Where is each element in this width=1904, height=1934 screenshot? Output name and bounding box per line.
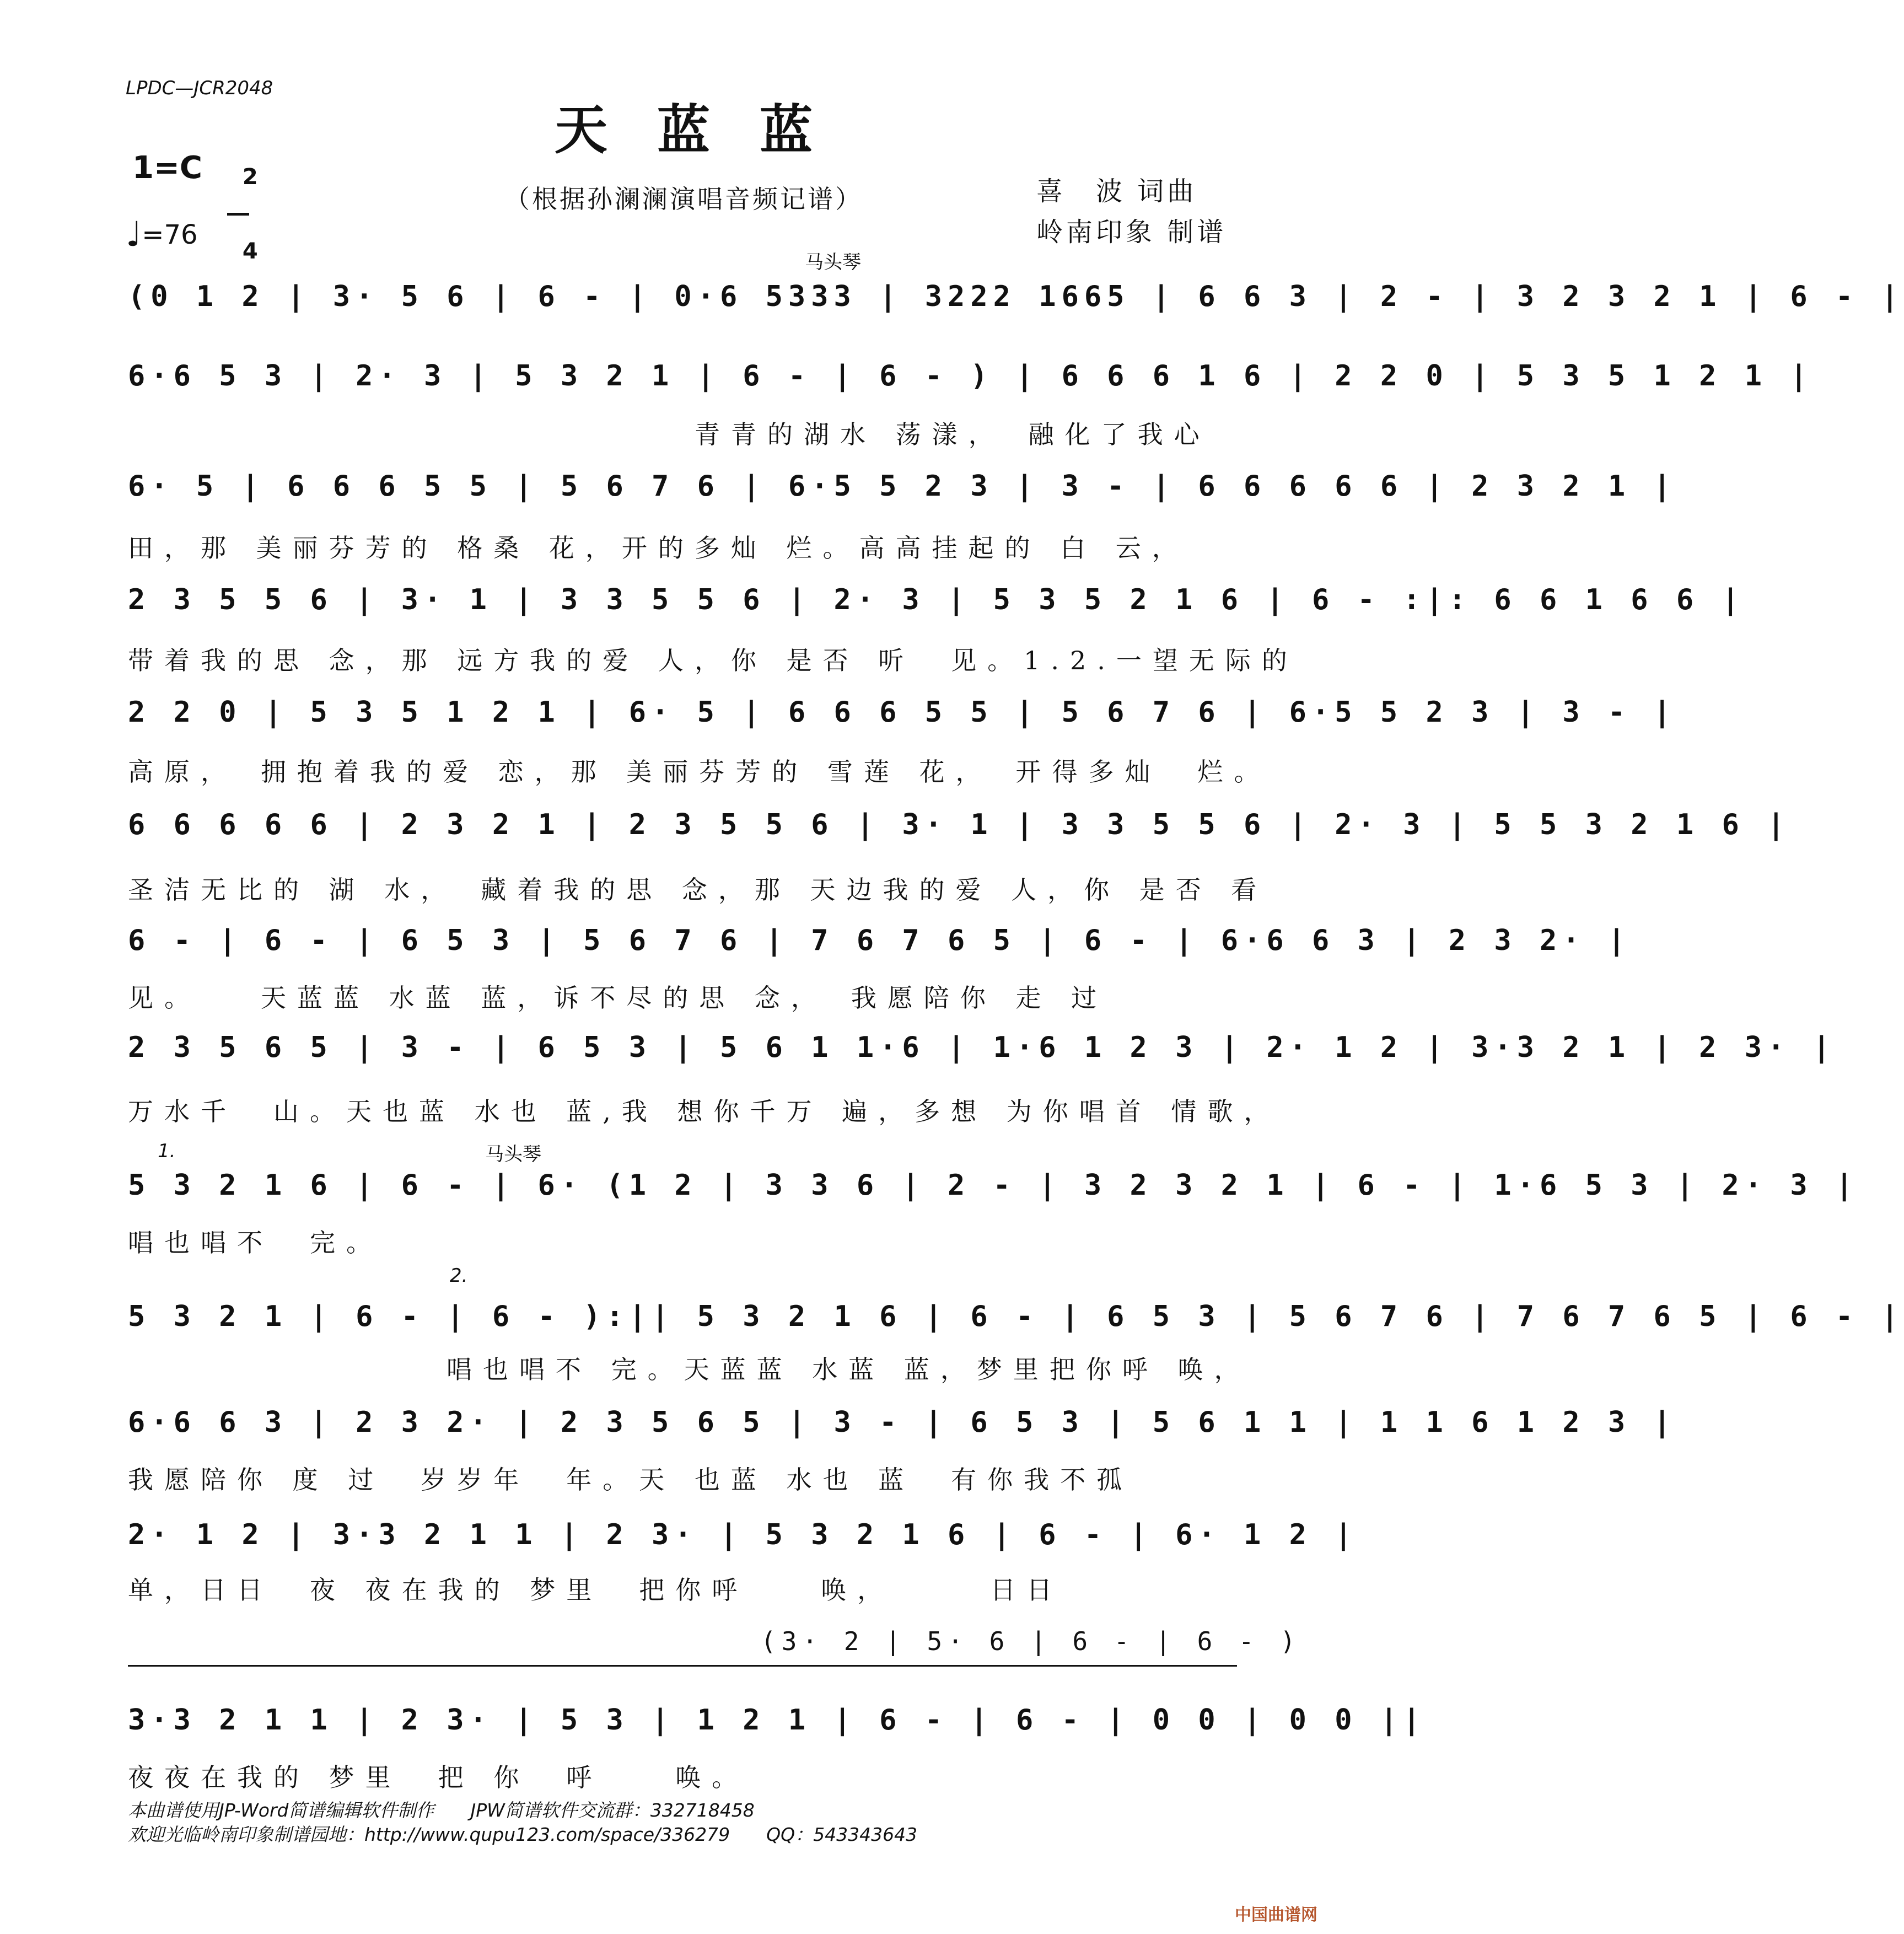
watermark-logo: 中国曲谱网 bbox=[1235, 1905, 1317, 1925]
section-divider bbox=[128, 1665, 1237, 1667]
lyric-line-8: 万水千 山。天也蓝 水也 蓝,我 想你千万 遍，多想 为你唱首 情歌， bbox=[128, 1097, 1281, 1126]
staff-line-6: 6 6 6 6 6 | 2 3 2 1 | 2 3 5 5 6 | 3· 1 | 3 3 5 5 6 | 2· 3 | 5 5 3 2 1 6 | bbox=[128, 808, 1790, 841]
staff-line-7: 6 - | 6 - | 6 5 3 | 5 6 7 6 | 7 6 7 6 5 | 6 - | 6·6 6 3 | 2 3 2· | bbox=[128, 924, 1631, 957]
staff-line-1: (0 1 2 | 3· 5 6 | 6 - | 0·6 5333 | 3222 1665 | 6 6 3 | 2 - | 3 2 3 2 1 | 6 - | bbox=[128, 280, 1904, 313]
second-ending-label: 2. bbox=[450, 1265, 468, 1287]
staff-line-3: 6· 5 | 6 6 6 5 5 | 5 6 7 6 | 6·5 5 2 3 | 3 - | 6 6 6 6 6 | 2 3 2 1 | bbox=[128, 470, 1676, 503]
lyric-line-12: 单，日日 夜 夜在我的 梦里 把你呼 唤， 日日 bbox=[128, 1575, 1063, 1605]
quarter-note-icon: ♩ bbox=[126, 214, 142, 254]
lyric-line-11: 我愿陪你 度 过 岁岁年 年。天 也蓝 水也 蓝 有你我不孤 bbox=[128, 1465, 1133, 1495]
lyric-line-13: 夜夜在我的 梦里 把 你 呼 唤。 bbox=[128, 1763, 749, 1792]
score-code: LPDC—JCR2048 bbox=[126, 77, 273, 99]
staff-line-5: 2 2 0 | 5 3 5 1 2 1 | 6· 5 | 6 6 6 5 5 | 5 6 7 6 | 6·5 5 2 3 | 3 - | bbox=[128, 696, 1676, 729]
meter-top: 2 bbox=[242, 164, 258, 190]
lyric-line-2: 青青的湖水 荡漾， 融化了我心 bbox=[695, 420, 1211, 449]
tempo-value: =76 bbox=[142, 219, 198, 250]
staff-line-13: 3·3 2 1 1 | 2 3· | 5 3 | 1 2 1 | 6 - | 6 - | 0 0 | 0 0 || bbox=[128, 1704, 1426, 1737]
instrument-fill: (3· 2 | 5· 6 | 6 - | 6 - ) bbox=[761, 1626, 1301, 1656]
footer-line-1: 本曲谱使用JP-Word简谱编辑软件制作 JPW简谱软件交流群：332718458 bbox=[128, 1799, 755, 1821]
staff-line-11: 6·6 6 3 | 2 3 2· | 2 3 5 6 5 | 3 - | 6 5 3 | 5 6 1 1 | 1 1 6 1 2 3 | bbox=[128, 1406, 1676, 1439]
first-ending-label: 1. bbox=[158, 1140, 176, 1162]
song-title: 天蓝蓝 bbox=[555, 99, 862, 161]
staff-line-9: 5 3 2 1 6 | 6 - | 6· (1 2 | 3 3 6 | 2 - | 3 2 3 2 1 | 6 - | 1·6 5 3 | 2· 3 | bbox=[128, 1169, 1859, 1202]
tempo-marking bbox=[126, 214, 198, 254]
lyric-line-5: 高原， 拥抱着我的爱 恋，那 美丽芬芳的 雪莲 花， 开得多灿 烂。 bbox=[128, 757, 1271, 787]
key-signature: 1=C bbox=[132, 150, 202, 186]
lyric-line-6: 圣洁无比的 湖 水， 藏着我的思 念，那 天边我的爱 人，你 是否 看 bbox=[128, 875, 1268, 905]
composer-credit: 喜 波 词曲 bbox=[1036, 176, 1197, 207]
instrument-label-2: 马头琴 bbox=[485, 1143, 541, 1165]
lyric-line-4: 带着我的思 念，那 远方我的爱 人，你 是否 听 见。1.2.一望无际的 bbox=[128, 646, 1298, 675]
lyric-line-9: 唱也唱不 完。 bbox=[128, 1228, 383, 1258]
staff-line-10: 5 3 2 1 | 6 - | 6 - ):|| 5 3 2 1 6 | 6 - | 6 5 3 | 5 6 7 6 | 7 6 7 6 5 | 6 - | bbox=[128, 1300, 1904, 1333]
arranger-credit: 岭南印象 制谱 bbox=[1036, 217, 1227, 248]
lyric-line-7: 见。 天蓝蓝 水蓝 蓝，诉不尽的思 念， 我愿陪你 走 过 bbox=[128, 983, 1108, 1013]
staff-line-8: 2 3 5 6 5 | 3 - | 6 5 3 | 5 6 1 1·6 | 1·6 1 2 3 | 2· 1 2 | 3·3 2 1 | 2 3· | bbox=[128, 1031, 1836, 1064]
instrument-label: 马头琴 bbox=[805, 251, 861, 273]
staff-line-2: 6·6 5 3 | 2· 3 | 5 3 2 1 | 6 - | 6 - ) | 6 6 6 1 6 | 2 2 0 | 5 3 5 1 2 1 | bbox=[128, 359, 1813, 393]
staff-line-12: 2· 1 2 | 3·3 2 1 1 | 2 3· | 5 3 2 1 6 | 6 - | 6· 1 2 | bbox=[128, 1518, 1358, 1551]
footer-line-2: 欢迎光临岭南印象制谱园地：http://www.qupu123.com/space/336279 QQ：543343643 bbox=[128, 1824, 918, 1845]
subtitle: （根据孙澜澜演唱音频记谱） bbox=[504, 184, 863, 214]
meter-bottom: 4 bbox=[242, 239, 258, 264]
staff-line-4: 2 3 5 5 6 | 3· 1 | 3 3 5 5 6 | 2· 3 | 5 3 5 2 1 6 | 6 - :|: 6 6 1 6 6 | bbox=[128, 583, 1745, 616]
lyric-line-10: 唱也唱不 完。天蓝蓝 水蓝 蓝，梦里把你呼 唤， bbox=[447, 1355, 1251, 1384]
lyric-line-3: 田，那 美丽芬芳的 格桑 花，开的多灿 烂。高高挂起的 白 云， bbox=[128, 533, 1188, 563]
